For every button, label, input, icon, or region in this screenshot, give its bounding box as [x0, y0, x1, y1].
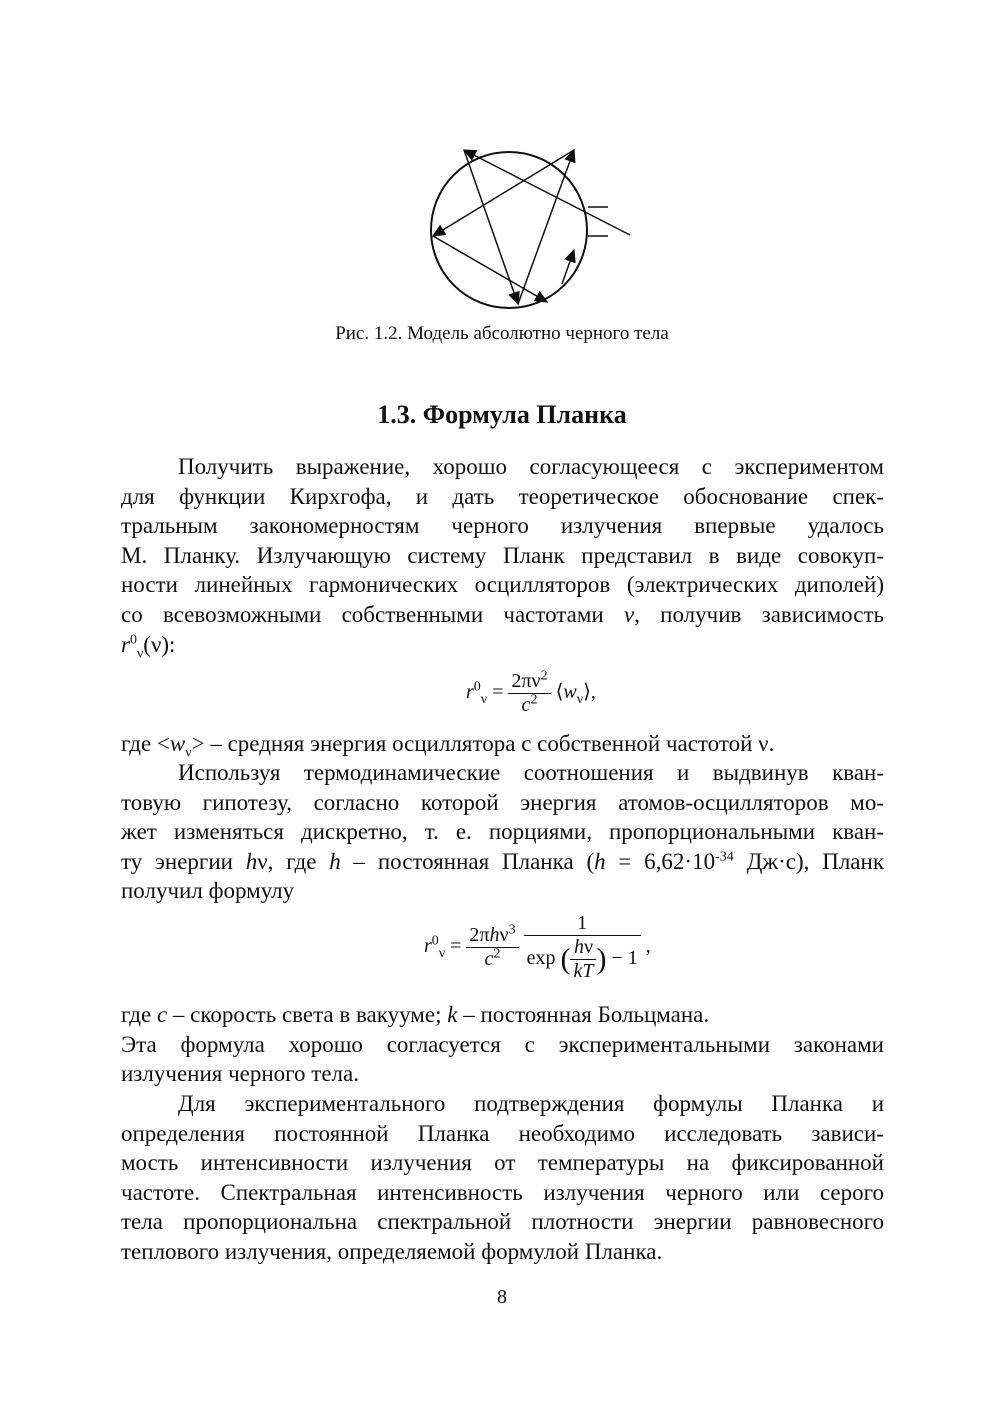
p3-line-4 — [121, 847, 884, 877]
blackbody-figure — [420, 134, 640, 324]
p5-line-3: мость интенсивности излучения от температуры на фиксированной — [121, 1150, 884, 1176]
p4-line-1 — [121, 1000, 884, 1030]
eq1-r-sub: ν — [480, 692, 488, 708]
eq2-den-1-text: c — [484, 948, 494, 970]
p4-a: где — [121, 1002, 157, 1027]
ray-6 — [562, 250, 574, 284]
p1-line-6-end: , получив зависимость — [634, 601, 884, 627]
ray-5 — [433, 236, 547, 302]
eq1-w-sub: ν — [576, 692, 584, 708]
p2-sub: ν — [185, 745, 192, 761]
p3-l4e: Дж·с), Планк — [733, 848, 884, 874]
p1-line-7 — [121, 630, 884, 660]
eq2-exp: exp — [526, 947, 556, 970]
eq1-den-text: c — [521, 694, 531, 716]
eq2-r: r — [424, 935, 432, 958]
p2-b: > – средняя энергия осциллятора с собственной частотой ν. — [191, 731, 775, 756]
eq1-num-text: 2πν — [511, 670, 541, 692]
section-title: 1.3. Формула Планка — [377, 400, 627, 429]
equation-1 — [466, 670, 596, 717]
p2-w: w — [169, 731, 186, 756]
paragraph-5 — [121, 1089, 884, 1267]
eq2-paren-open: ( — [560, 942, 571, 976]
eq2-den-1 — [466, 948, 518, 971]
p2-a: где < — [121, 731, 170, 756]
eq1-den-sup: 2 — [530, 692, 538, 708]
eq1-mean: $⟨w_\nu⟩$, — [555, 681, 596, 708]
eq2-fraction-2 — [524, 912, 641, 983]
h-symbol-3: h — [594, 848, 606, 874]
eq2-inner-fraction — [570, 936, 596, 983]
p1-line-5: ности линейных гармонических осцилляторов (электрических диполей) — [121, 572, 884, 598]
p4-line-2: Эта формула хорошо согласуется с экспериментальными законами — [121, 1031, 884, 1057]
blackbody-diagram — [420, 134, 640, 324]
p5-line-1: Для экспериментального подтверждения формулы Планка и — [178, 1091, 884, 1116]
eq1-numerator — [508, 670, 550, 694]
p5-line-6: теплового излучения, определяемой формулой Планка. — [121, 1238, 663, 1264]
eq2-comma: , — [645, 935, 651, 958]
eq2-r-sup: 0 — [431, 933, 439, 949]
eq2-num-1-nu: ν — [499, 924, 509, 946]
eq1-denominator — [508, 694, 550, 717]
paragraph-4 — [121, 1000, 884, 1089]
p1-line-4: М. Планку. Излучающую систему Планк представил в виде совокуп- — [121, 542, 884, 568]
r-sub: ν — [136, 646, 144, 662]
paragraph-1 — [121, 452, 884, 662]
eq1-fraction — [508, 670, 550, 717]
eq2-r-sub: ν — [438, 946, 446, 962]
p3-line-1: Используя термодинамические соотношения и выдвинув кван- — [178, 760, 884, 785]
eq2-minus-one: − 1 — [611, 947, 638, 970]
eq2-inner-den: kT — [573, 960, 594, 982]
eq2-inner-h: h — [573, 936, 584, 958]
eq2-num-1-text: 2π — [469, 924, 490, 946]
p3-line-2: товую гипотезу, согласно которой энергия атомов-осцилляторов мо- — [121, 789, 884, 815]
p2-line-1 — [121, 729, 884, 759]
p3-l4b: ν, где — [257, 848, 330, 874]
eq1-r-sup: 0 — [473, 679, 481, 695]
eq2-num-1-sup: 3 — [508, 922, 516, 938]
p4-d: – постоянная Больцмана. — [457, 1002, 710, 1027]
p3-line-5: получил формулу — [121, 878, 295, 904]
ray-3 — [518, 150, 574, 304]
eq1-w: w — [563, 681, 577, 704]
equation-2 — [424, 912, 651, 983]
eq2-paren-close: ) — [596, 942, 607, 976]
eq2-den-1-sup: 2 — [493, 946, 501, 962]
r-symbol: r — [121, 631, 130, 657]
p1-line-6-text: со всевозможными собственными частотами — [121, 601, 624, 627]
eq2-num-1 — [466, 924, 518, 948]
h-symbol-1: h — [245, 848, 258, 874]
p4-k: k — [447, 1002, 458, 1027]
eq2-num-2: 1 — [524, 912, 641, 936]
p5-line-5: тела пропорциональна спектральной плотности энергии равновесного — [121, 1209, 884, 1235]
h-symbol-2: h — [329, 848, 341, 874]
p1-line-2: для функции Кирхгофа, и дать теоретическое обоснование спек- — [121, 483, 884, 509]
p1-line-6 — [121, 600, 884, 630]
p1-line-7-text: (ν): — [143, 631, 176, 657]
eq2-inner-num — [570, 936, 596, 960]
eq2-fraction-1 — [466, 924, 518, 971]
p3-l4c: – постоянная Планка ( — [340, 848, 595, 874]
ray-4 — [433, 150, 574, 236]
p3-exponent: -34 — [715, 849, 734, 865]
nu-symbol: ν — [623, 601, 635, 627]
p5-line-4: частоте. Спектральная интенсивность излучения черного или серого — [121, 1179, 884, 1205]
page-number: 8 — [497, 1286, 507, 1308]
p3-l4a: ту энергии — [121, 848, 246, 874]
p1-line-1: Получить выражение, хорошо согласующееся с экспериментом — [178, 454, 884, 479]
paragraph-3 — [121, 758, 884, 906]
cavity-circle — [431, 152, 587, 308]
eq2-inner-nu: ν — [583, 936, 593, 958]
p4-b: – скорость света в вакууме; — [167, 1002, 448, 1027]
p4-c: c — [156, 1002, 168, 1027]
eq1-num-sup: 2 — [540, 668, 548, 684]
eq2-den-2 — [524, 936, 641, 983]
p5-line-2: определения постоянной Планка необходимо исследовать зависи- — [121, 1120, 884, 1146]
p3-l4d: = 6,62·10 — [605, 848, 716, 874]
r-sup: 0 — [129, 631, 137, 647]
p4-line-3: излучения черного тела. — [121, 1061, 359, 1087]
eq2-h: h — [489, 924, 500, 946]
eq1-r: r — [466, 681, 474, 704]
p3-line-3: жет изменяться дискретно, т. е. порциями, пропорциональными кван- — [121, 819, 884, 845]
eq2-equals: = — [450, 935, 467, 958]
paragraph-2 — [121, 729, 884, 759]
p1-line-3: тральным закономерностям черного излучения впервые удалось — [121, 513, 884, 539]
eq1-equals: = — [492, 681, 509, 704]
figure-caption: Рис. 1.2. Модель абсолютно черного тела — [335, 323, 669, 344]
